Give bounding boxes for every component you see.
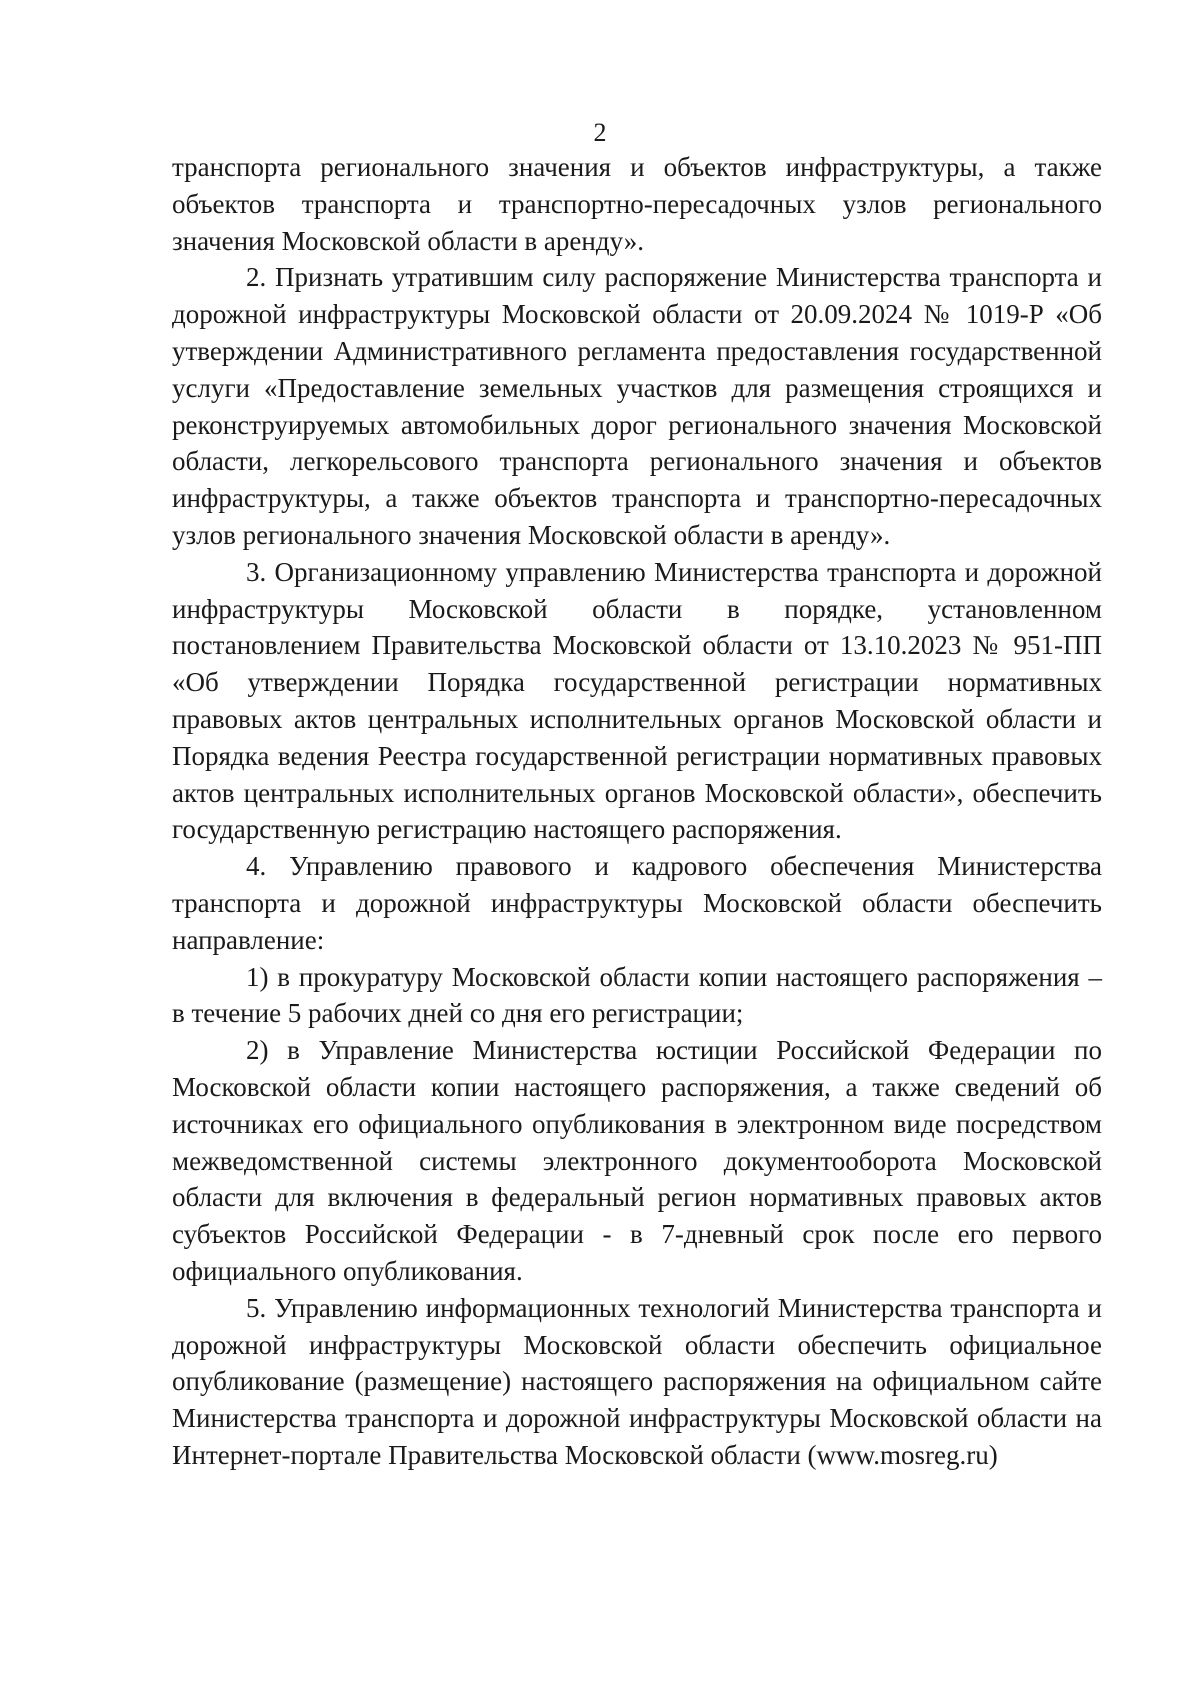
paragraph-item-4: 4. Управлению правового и кадрового обеспечения Министерства транспорта и дорожной инфраструктуры Московской области обеспечить направление: [172,851,1102,955]
paragraph-continuation: транспорта регионального значения и объектов инфраструктуры, а также объектов транспорта и транспортно-пересадочных узлов регионального значения Московской области в аренду». [172,152,1102,256]
paragraph-item-3: 3. Организационному управлению Министерства транспорта и дорожной инфраструктуры Московской области в порядке, установленном постановлением Правительства Московской области от 13.10.2023 № 951-ПП «Об утверждении Порядка государственной регистрации нормативных правовых актов центральных исполнительных органов Московской области и Порядка ведения Реестра государственной регистрации нормативных правовых актов центральных исполнительных органов Московской области», обеспечить государственную регистрацию настоящего распоряжения. [172,556,1102,845]
subitem-2: 2) в Управление Министерства юстиции Российской Федерации по Московской области копии настоящего распоряжения, а также сведений об источниках его официального опубликования в электронном виде посредством межведомственной системы электронного документооборота Московской области для включения в федеральный регион нормативных правовых актов субъектов Российской Федерации - в 7-дневный срок после его первого официального опубликования. [172,1035,1102,1286]
paragraph-item-5: 5. Управлению информационных технологий Министерства транспорта и дорожной инфраструктуры Московской области обеспечить официальное опубликование (размещение) настоящего распоряжения на официальном сайте Министерства транспорта и дорожной инфраструктуры Московской области на Интернет-портале Правительства Московской области (www.mosreg.ru) [172,1292,1102,1470]
paragraph-item-2: 2. Признать утратившим силу распоряжение Министерства транспорта и дорожной инфраструктуры Московской области от 20.09.2024 № 1019-Р «Об утверждении Административного регламента предоставления государственной услуги «Предоставление земельных участков для размещения строящихся и реконструируемых автомобильных дорог регионального значения Московской области, легкорельсового транспорта регионального значения и объектов инфраструктуры, а также объектов транспорта и транспортно-пересадочных узлов регионального значения Московской области в аренду». [172,262,1102,550]
document-body [172,149,1102,1474]
page-number: 2 [593,118,607,147]
subitem-1: 1) в прокуратуру Московской области копии настоящего распоряжения – в течение 5 рабочих дней со дня его регистрации; [172,961,1102,1029]
